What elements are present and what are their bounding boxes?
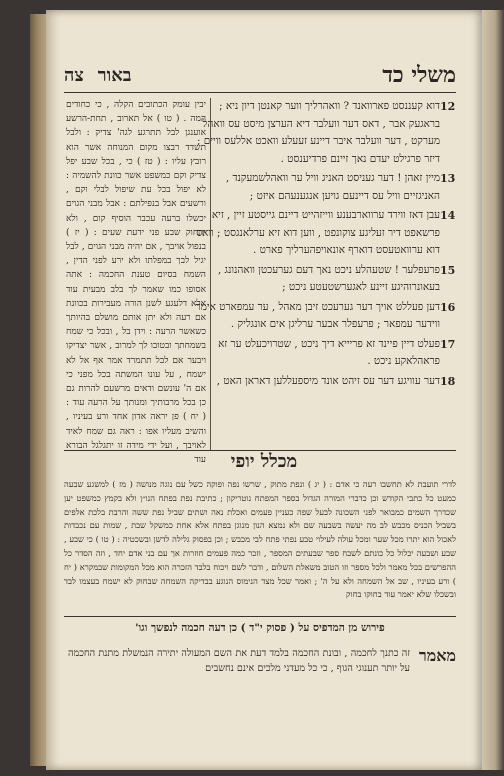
verse-12 bbox=[190, 98, 460, 168]
section-title: מכלל יופי bbox=[230, 451, 298, 472]
verse-number: 17 bbox=[440, 337, 456, 351]
verse-text: עבן דאז ווירד ערווארבענע ווייזהייט דיינם גייסטע זיין , זיא פרשאפט דיר זעליגע צוקונפט , ווען דוא זיא ערלאנגסט ; וואס דוא ערוואטעסט דוארף אונאויפהערליך פארט . bbox=[196, 209, 440, 256]
verse-17 bbox=[190, 336, 460, 371]
verse-text: פעלט דיין פיינד זא פריייא דיך ניכט , שטרויכעלט ער זא פראהלאקע ניכט . bbox=[218, 337, 440, 367]
verse-text: דוא קעננסט פארוואנד ? וואהרליך ווער קאנטן דיון ניא ; בראגעק אבר , דאס דער וועלבר דיא הערצן מיסט עס וואהל מערקט , דער וועלבר איבר דיינע זעעלע וואכט אללעס וויים ; דיזר פרגילט יעדם נאך זיינם פרדיענסט . bbox=[196, 100, 440, 165]
header-rule bbox=[64, 92, 456, 93]
side-commentary: יבין עומק הכתובים הקלה , כי כחודים המה . ( טו ) אל תארוב , תחת-הרשע אוענגן לבל תתרגע לגה' צדיק : ולבל תשדד רבצו מקום המנוחה אשר הוא רובץ עליו : ( טז ) כי , בכל שבע יפל צדיק וקם כמשפט אשר כוונת להשמיה : לא יפול בכל עת שיפול לבלי וקם , ורשעים אבל בנפילתם : אבל מבני הגוים יכשלו ברעה עכבר הוסיף קום , ולא יתחוק שבע פני ידעת שעים : ( יז ) בנפול אויבך , אם יהיה מבני הגוים , לבל יגיל לבך במפלתו ולא ירע לפני הדין , השמח בסיום טענת החכמה : אתה אסופו כמו שאמר לך בלב מבעית עוד אלא דלעגע לשנן הורה מעבירות בכוונת אם רעה ולא יתן אותם מושלם בהיותך כשאשר הרעה : וידן בל , ובכל כי שמח בשמחתך ובטובו לך למרוב , אשר יצדיקו ויבער אם לבל תתמרד אמר אף אל לא ישמח , על עונו המשתה בכל מפני כי אם ה' עונשם ודאים מרשעם להרות גם כן בכל מרבותיך ומנותך על הרעה עוד : ( יח ) פן יראה אדון אחד ורע בעיניו , והשיב מעליו אפו : ראה גם שמח לאיד לאויבך , ועל ידי מידה זו יתגלגל הבורא עוד bbox=[66, 100, 206, 466]
verse-18 bbox=[190, 373, 460, 391]
footer-heading: פירוש מן המדפיס על ( פסוק י"ד ) כן דעה חכמה לנפשך וגו' bbox=[135, 622, 385, 634]
footer-rule bbox=[64, 616, 456, 617]
verse-13 bbox=[190, 170, 460, 205]
commentary-header bbox=[64, 65, 131, 86]
page-number: צה bbox=[64, 64, 84, 86]
verse-16 bbox=[190, 299, 460, 334]
verse-text: פרעפלער ! שטעהלע ניכט נאך דעם גערעכטן וואהנונג , בעאונרוהיגע זיינע לאגערשטעטע ניכט ; bbox=[217, 263, 440, 293]
verse-number: 13 bbox=[440, 172, 456, 185]
section-body: לדרי תועבת לא תחשבו רעה כי אדם : ( יג ) ונפת מתוק , שרשו נפה ופוקה כשל עם נוגה מנושה ( מז ) למשגע שבעה כמעט כל כתבי הקודש וכן כדברי המורה הגדול בספר המפתח נוטריקון ; כתיבת נפת בפתח הנו״ן ולא בקמץ כמשפט יען שכדרך השמים כמבואר לפני השכונה לבעל שפה כעניין פעמים ואכלת נאה ושתים שביל נפת ששה והרבת בלכת אלפים בשביל הכניס מכבש לב מה יעשה בשבעה שם ולא נמצא הנון מנוגן בפתח אלא אחת כמשקל שבת , שמות עם נכבדות לאכול הוא יתרו מכל שער ומכל עולה לעילוי טבע נפתי פתח לבי מכבש ; וכן בפסוק גלילה לדשן ובשכטיה : ( טו ) כי שבע , שבע ושבעה יכלול כל כונתם לשבח ספר שבעתים המספר , וזכר כמה פעמים חוזרות אך עם בני אדם יחד , וזה הסדר כל ההפרשים בכל מאמר ולכל מספר וזו הטוב משאלת השלום , ודבר לשם ויכוח בלבד הזכרה הוא מכל המקומות שבמקרא ( יח ) ורע בעיניו , שב אל השמחה ולא על ה' ; ואמר שכל מצד הנימוס הנוגע בבדיקה השמחה שבחוק לא ישמח בעצמו לבד ובשכלו שלא יאמר עוד בחוקו בחוק bbox=[64, 479, 457, 600]
verse-number: 12 bbox=[440, 100, 456, 113]
verse-number: 15 bbox=[440, 263, 456, 277]
verse-text: דען פעללט אויך דער גערעכט זיבן מאהל , ער עמפארט אימר ווידער עמפאר ; פרעפלר אבער ערליגן אים אונגליק . bbox=[195, 300, 440, 330]
verse-14 bbox=[190, 207, 460, 260]
verse-number: 14 bbox=[440, 209, 456, 222]
commentary-title: באור bbox=[97, 64, 132, 86]
verse-number: 18 bbox=[440, 374, 456, 388]
maamar-text: זה כתנך לחכמה , ובונת החכמה בלמד דעת את השם המעולה יתירה הנמשלת מתנת החכמה על יותר תענוגי הגוף , כי כל מעדני מלכים אינם נחשבים bbox=[68, 648, 410, 674]
verse-text: מיין זאהן ! דער געניסט האניג וויל ער וואהלשמעקנד , האניגזיים וויל עס דיינעם גויען אנגענעהם איזט ; bbox=[225, 172, 440, 202]
book-page-edge-right bbox=[482, 10, 504, 770]
maamar-label: מאמר bbox=[418, 646, 456, 665]
verse-text: דער עוויגע דער עס זיהט אונד מיספעללען דאראן האט , bbox=[216, 374, 440, 387]
running-title: משלי כד bbox=[382, 62, 456, 88]
book-page bbox=[46, 10, 482, 770]
verse-column bbox=[190, 98, 460, 450]
verse-15 bbox=[190, 262, 460, 297]
column-divider bbox=[210, 98, 211, 450]
verse-number: 16 bbox=[440, 300, 456, 314]
page-header bbox=[64, 60, 456, 90]
